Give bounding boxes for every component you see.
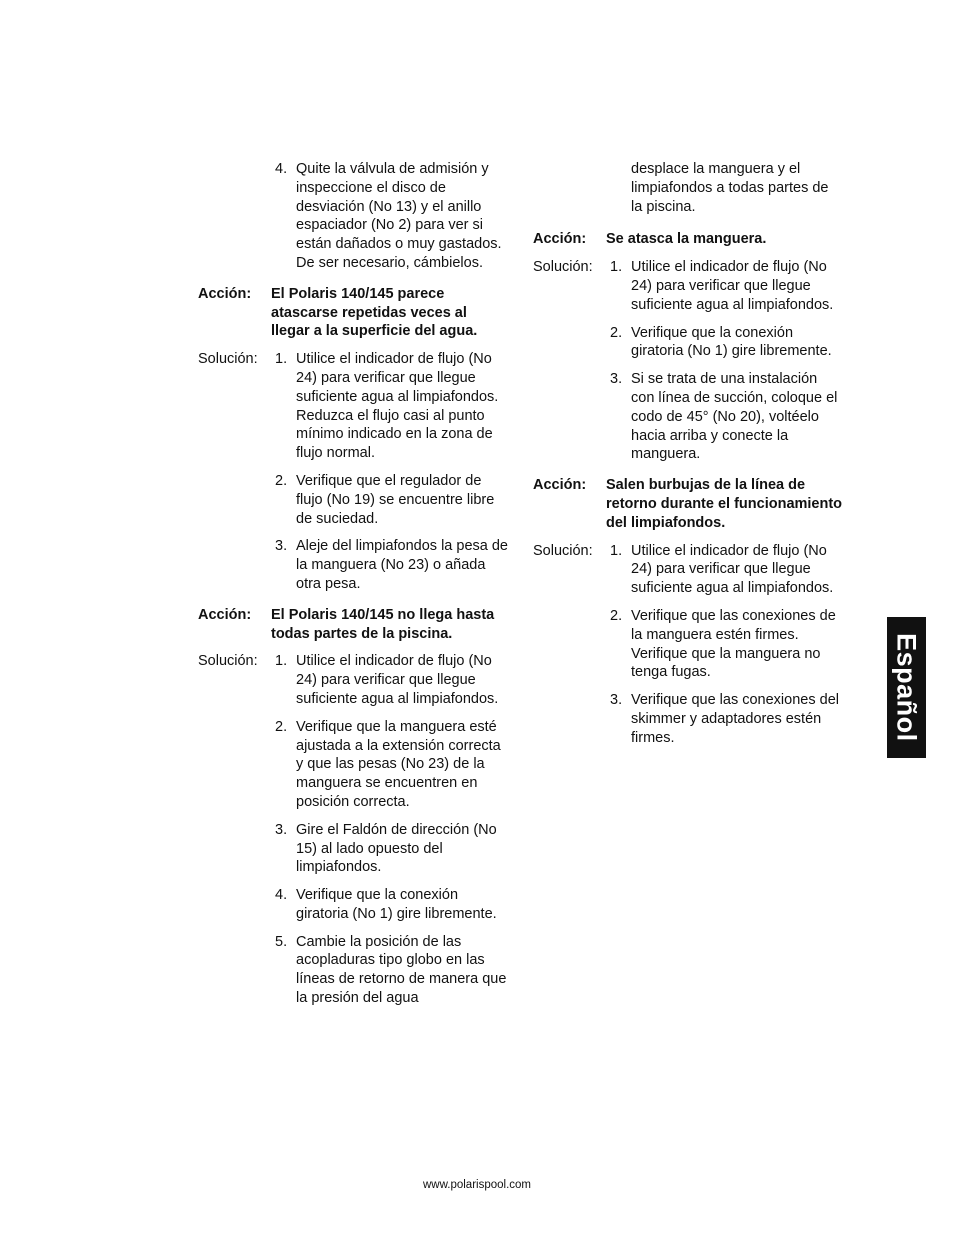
right-column [533,160,843,754]
solution-label: Solución: [533,542,593,559]
list-item [198,821,508,877]
solution-label: Solución: [198,351,258,368]
item-text: Verifique que la manguera esté ajustada a la extensión correcta y que las pesas (No 23) de la manguera se encuentren en posición correcta. [296,718,501,810]
item-number: 3. [610,692,623,709]
item-number: 1. [610,542,623,559]
action-heading [198,606,508,644]
action-text: El Polaris 140/145 parece atascarse repetidas veces al llegar a la superficie del agua. [271,285,478,340]
solution-label: Solución: [198,653,258,670]
action-heading [533,476,843,532]
item-number: 3. [275,538,288,555]
list-item [533,691,843,747]
item-number: 2. [610,607,623,624]
item-text: Verifique que el regulador de flujo (No 19) se encuentre libre de suciedad. [296,472,495,527]
item-number: 1. [275,351,288,368]
item-text: Verifique que las conexiones de la manguera estén firmes. Verifique que la manguera no tenga fugas. [631,607,836,681]
list-item [198,537,508,593]
list-item [198,886,508,924]
item-number: 4. [275,887,288,904]
item-text: Utilice el indicador de flujo (No 24) para verificar que llegue suficiente agua al limpiafondos. [631,542,834,597]
action-text: Salen burbujas de la línea de retorno durante el funcionamiento del limpiafondos. [606,477,843,531]
list-item [198,160,508,273]
item-number: 3. [275,821,288,838]
left-column [198,160,508,1014]
item-number: 2. [275,718,288,735]
action-label: Acción: [533,477,587,494]
action-label: Acción: [533,231,587,248]
list-item [198,933,508,1008]
list-item [533,370,843,464]
item-text: Utilice el indicador de flujo (No 24) para verificar que llegue suficiente agua al limpiafondos. Reduzca el flujo casi al punto mínimo indicado en la zona de flujo normal. [296,351,499,462]
item-number: 2. [610,324,623,341]
action-heading [198,285,508,341]
item-number: 1. [610,259,623,276]
list-item-continuation [533,160,843,216]
item-number: 2. [275,472,288,489]
item-text: Cambie la posición de las acopladuras tipo globo en las líneas de retorno de manera que la presión del agua [296,933,507,1007]
item-number: 5. [275,933,288,950]
list-item [198,718,508,812]
action-text: Se atasca la manguera. [606,231,767,248]
item-number: 4. [275,161,288,177]
solution-block [533,542,843,748]
item-text: Verifique que la conexión giratoria (No 1) gire libremente. [296,887,497,922]
solution-block [198,652,508,1008]
action-text: El Polaris 140/145 no llega hasta todas partes de la piscina. [271,606,495,642]
list-item [198,652,508,708]
action-label: Acción: [198,285,252,302]
action-heading [533,230,843,249]
item-text: Verifique que la conexión giratoria (No 1) gire libremente. [631,324,832,360]
solution-block [198,350,508,594]
list-item [533,542,843,598]
item-text: Utilice el indicador de flujo (No 24) para verificar que llegue suficiente agua al limpiafondos. [296,653,499,707]
solution-block [533,258,843,464]
item-text: desplace la manguera y el limpiafondos a todas partes de la piscina. [631,161,829,215]
list-item [533,607,843,682]
item-text: Utilice el indicador de flujo (No 24) para verificar que llegue suficiente agua al limpiafondos. [631,259,834,313]
item-text: Gire el Faldón de dirección (No 15) al lado opuesto del limpiafondos. [296,821,497,876]
item-text: Aleje del limpiafondos la pesa de la manguera (No 23) o añada otra pesa. [296,538,508,592]
list-item [533,258,843,314]
list-item [198,350,508,463]
language-tab [887,617,926,758]
item-text: Si se trata de una instalación con línea de succión, coloque el codo de 45° (No 20), voltéelo hacia arriba y conecte la manguera. [631,371,838,463]
action-label: Acción: [198,606,252,623]
language-tab-label: Español [891,633,922,742]
item-number: 3. [610,371,623,388]
list-item [533,324,843,362]
solution-label: Solución: [533,259,593,276]
item-text: Quite la válvula de admisión y inspeccione el disco de desviación (No 13) y el anillo espaciador (No 2) para ver si están dañados o muy gastados. De ser necesario, cámbielos. [296,161,502,271]
list-item [198,472,508,528]
footer-url: www.polarispool.com [422,1179,531,1191]
item-number: 1. [275,653,288,670]
item-text: Verifique que las conexiones del skimmer y adaptadores estén firmes. [631,692,839,746]
